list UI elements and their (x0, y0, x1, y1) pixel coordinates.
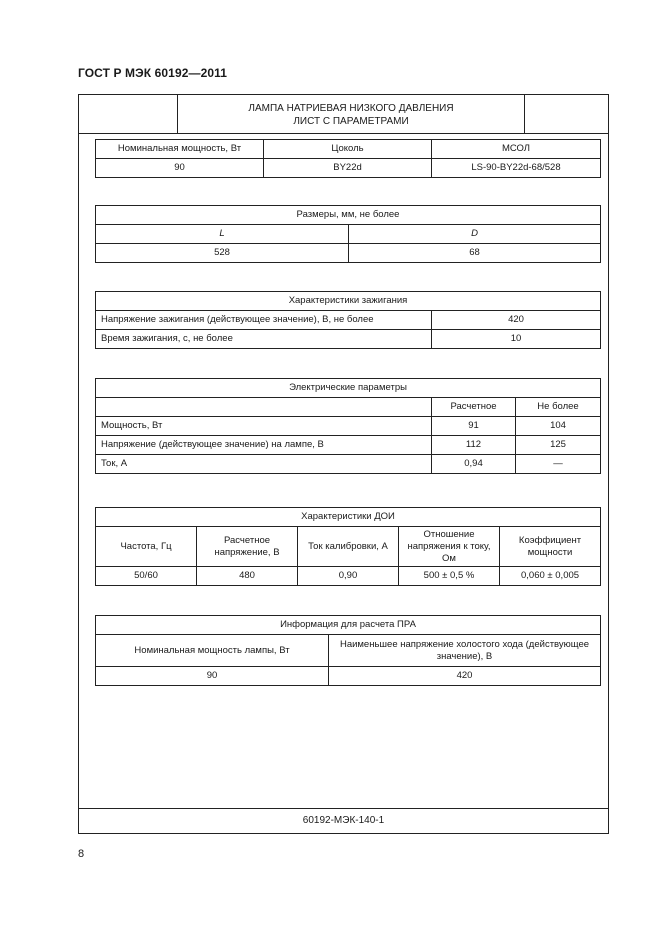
electrical-caption: Электрические параметры (96, 379, 601, 398)
title-row (79, 95, 608, 134)
table-row (96, 417, 601, 436)
table-row (96, 225, 601, 244)
table-row (96, 159, 601, 178)
header-nominal-power: Номинальная мощность, Вт (96, 140, 264, 159)
header-voltage-current-ratio: Отношение напряжения к току, Ом (399, 527, 500, 567)
reference-ballast-caption: Характеристики ДОИ (96, 508, 601, 527)
value-open-circuit-voltage: 420 (329, 667, 601, 686)
header-max: Не более (516, 398, 601, 417)
sheet-title-line1: ЛАМПА НАТРИЕВАЯ НИЗКОГО ДАВЛЕНИЯ (248, 103, 454, 114)
ballast-info-caption: Информация для расчета ПРА (96, 616, 601, 635)
electrical-parameters-table (95, 378, 601, 474)
power-calc: 91 (432, 417, 516, 436)
ignition-voltage-value: 420 (432, 311, 601, 330)
table-row (96, 292, 601, 311)
header-open-circuit-voltage: Наименьшее напряжение холостого хода (действующее значение), В (329, 635, 601, 667)
table-row (96, 330, 601, 349)
lamp-voltage-calc: 112 (432, 436, 516, 455)
header-mcol: МСОЛ (432, 140, 601, 159)
power-label: Мощность, Вт (96, 417, 432, 436)
value-power-factor: 0,060 ± 0,005 (500, 567, 601, 586)
table-row (96, 508, 601, 527)
lamp-voltage-max: 125 (516, 436, 601, 455)
table-row (96, 311, 601, 330)
ignition-time-label: Время зажигания, с, не более (96, 330, 432, 349)
table-row (96, 527, 601, 567)
value-base: BY22d (264, 159, 432, 178)
sheet-title (177, 95, 525, 133)
current-max: — (516, 455, 601, 474)
lamp-designation-table (95, 139, 601, 178)
table-row (96, 635, 601, 667)
table-row (96, 140, 601, 159)
ballast-info-table (95, 615, 601, 686)
header-calibration-current: Ток калибровки, А (298, 527, 399, 567)
empty-header-cell (96, 398, 432, 417)
current-label: Ток, А (96, 455, 432, 474)
sheet-id-footer: 60192-МЭК-140-1 (79, 808, 608, 833)
header-calculated: Расчетное (432, 398, 516, 417)
header-lamp-nominal-power: Номинальная мощность лампы, Вт (96, 635, 329, 667)
header-frequency: Частота, Гц (96, 527, 197, 567)
table-row (96, 436, 601, 455)
reference-ballast-table (95, 507, 601, 586)
value-length: 528 (96, 244, 349, 263)
value-frequency: 50/60 (96, 567, 197, 586)
header-base: Цоколь (264, 140, 432, 159)
value-mcol: LS-90-BY22d-68/528 (432, 159, 601, 178)
table-row (96, 244, 601, 263)
power-max: 104 (516, 417, 601, 436)
table-row (96, 455, 601, 474)
ignition-voltage-label: Напряжение зажигания (действующее значение), В, не более (96, 311, 432, 330)
page-number: 8 (78, 848, 85, 860)
ignition-table (95, 291, 601, 349)
table-row (96, 616, 601, 635)
sheet-title-line2: ЛИСТ С ПАРАМЕТРАМИ (293, 116, 409, 127)
value-lamp-nominal-power: 90 (96, 667, 329, 686)
table-row (96, 379, 601, 398)
table-row (96, 206, 601, 225)
ignition-caption: Характеристики зажигания (96, 292, 601, 311)
value-voltage-current-ratio: 500 ± 0,5 % (399, 567, 500, 586)
value-nominal-power: 90 (96, 159, 264, 178)
header-rated-voltage: Расчетное напряжение, В (197, 527, 298, 567)
dimensions-caption: Размеры, мм, не более (96, 206, 601, 225)
value-calibration-current: 0,90 (298, 567, 399, 586)
value-rated-voltage: 480 (197, 567, 298, 586)
value-diameter: 68 (349, 244, 601, 263)
table-row (96, 398, 601, 417)
dimensions-table (95, 205, 601, 263)
header-length: L (96, 225, 349, 244)
document-standard-id: ГОСТ Р МЭК 60192—2011 (78, 66, 228, 80)
table-row (96, 567, 601, 586)
lamp-voltage-label: Напряжение (действующее значение) на лампе, В (96, 436, 432, 455)
ignition-time-value: 10 (432, 330, 601, 349)
current-calc: 0,94 (432, 455, 516, 474)
header-power-factor: Коэффициент мощности (500, 527, 601, 567)
header-diameter: D (349, 225, 601, 244)
table-row (96, 667, 601, 686)
